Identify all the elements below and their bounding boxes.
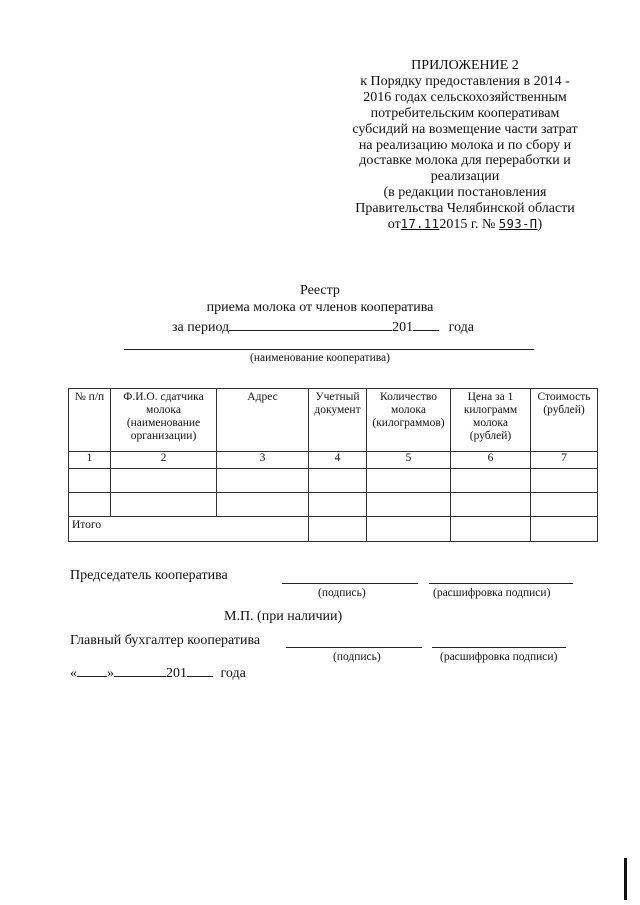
table-cell[interactable] — [367, 493, 451, 517]
coop-name-line — [124, 349, 534, 350]
table-cell[interactable] — [309, 517, 367, 542]
register-title: Реестр — [300, 283, 340, 298]
table-cell[interactable] — [367, 469, 451, 493]
appendix-line: субсидий на возмещение части затрат — [352, 121, 578, 137]
table-cell[interactable] — [111, 469, 217, 493]
column-header: Адрес — [217, 389, 309, 452]
period-blank — [229, 318, 392, 331]
signature-caption: (подпись) — [318, 587, 366, 599]
chairman-label: Председатель кооператива — [70, 568, 228, 583]
table-cell[interactable] — [531, 469, 598, 493]
register-subtitle: приема молока от членов кооператива — [206, 300, 434, 315]
period-label: за период — [172, 320, 230, 335]
stamp-label: М.П. (при наличии) — [224, 609, 343, 624]
table-cell[interactable] — [309, 469, 367, 493]
table-cell[interactable] — [451, 469, 531, 493]
column-number: 2 — [111, 452, 217, 469]
coop-name-caption: (наименование кооператива) — [250, 352, 390, 364]
column-number: 7 — [531, 452, 598, 469]
date-year-suffix: года — [220, 666, 246, 681]
total-label: Итого — [69, 517, 309, 542]
table-header-row — [69, 389, 598, 452]
appendix-line: потребительским кооперативам — [370, 105, 560, 121]
period-year-suffix: года — [448, 320, 474, 335]
handwritten-date: 17.11 — [400, 217, 440, 232]
appendix-header — [330, 58, 600, 233]
table-cell[interactable] — [217, 493, 309, 517]
appendix-date-line — [330, 217, 600, 233]
appendix-line: на реализацию молока и по сбору и — [358, 137, 572, 153]
table-cell[interactable] — [217, 469, 309, 493]
date-line — [70, 664, 246, 682]
decoding-caption: (расшифровка подписи) — [440, 651, 558, 663]
day-blank[interactable] — [77, 664, 107, 677]
column-number: 3 — [217, 452, 309, 469]
column-header: Цена за 1 килограмм молока (рублей) — [451, 389, 531, 452]
table-row — [69, 493, 598, 517]
column-header: Ф.И.О. сдатчика молока (наименование организации) — [111, 389, 217, 452]
decoding-caption: (расшифровка подписи) — [433, 587, 551, 599]
date-close-quote: » — [107, 666, 114, 681]
table-cell[interactable] — [69, 469, 111, 493]
appendix-line: к Порядку предоставления в 2014 - — [360, 73, 570, 89]
column-header: Стоимость (рублей) — [531, 389, 598, 452]
appendix-line: (в редакции постановления — [383, 185, 547, 201]
table-cell[interactable] — [531, 493, 598, 517]
register-table — [68, 388, 598, 542]
appendix-line: 2016 годах сельскохозяйственным — [363, 89, 567, 105]
table-cell[interactable] — [451, 493, 531, 517]
chairman-signature-line[interactable] — [282, 583, 418, 584]
date-year-prefix: 201 — [166, 666, 187, 681]
total-row — [69, 517, 598, 542]
column-number: 1 — [69, 452, 111, 469]
date-prefix: от — [387, 217, 401, 233]
date-open-quote: « — [70, 666, 77, 681]
table-cell[interactable] — [111, 493, 217, 517]
column-number: 5 — [367, 452, 451, 469]
column-number: 6 — [451, 452, 531, 469]
table-cell[interactable] — [69, 493, 111, 517]
date-year: 2015 г. № — [439, 217, 496, 233]
accountant-label: Главный бухгалтер кооператива — [70, 633, 261, 648]
appendix-line: Правительства Челябинской области — [355, 201, 575, 217]
chairman-decoding-line[interactable] — [429, 583, 573, 584]
year-blank[interactable] — [187, 664, 213, 677]
month-blank[interactable] — [114, 664, 166, 677]
appendix-line: доставке молока для переработки и — [359, 153, 571, 169]
column-header: Учетный документ — [309, 389, 367, 452]
date-suffix: ) — [537, 217, 543, 233]
period-year-prefix: 201 — [392, 320, 414, 335]
accountant-signature-line[interactable] — [286, 647, 422, 648]
signature-caption: (подпись) — [333, 651, 381, 663]
table-cell[interactable] — [367, 517, 451, 542]
column-header: Количество молока (килограммов) — [367, 389, 451, 452]
scan-edge-mark — [624, 858, 627, 900]
table-cell[interactable] — [531, 517, 598, 542]
column-number: 4 — [309, 452, 367, 469]
appendix-line: реализации — [430, 169, 500, 185]
period-year-blank — [413, 318, 439, 331]
period-line — [172, 318, 474, 336]
handwritten-number: 593-П — [498, 217, 538, 232]
table-row — [69, 469, 598, 493]
table-cell[interactable] — [451, 517, 531, 542]
appendix-title: ПРИЛОЖЕНИЕ 2 — [411, 58, 519, 73]
column-number-row — [69, 452, 598, 469]
accountant-decoding-line[interactable] — [432, 647, 566, 648]
column-header: № п/п — [69, 389, 111, 452]
table-cell[interactable] — [309, 493, 367, 517]
